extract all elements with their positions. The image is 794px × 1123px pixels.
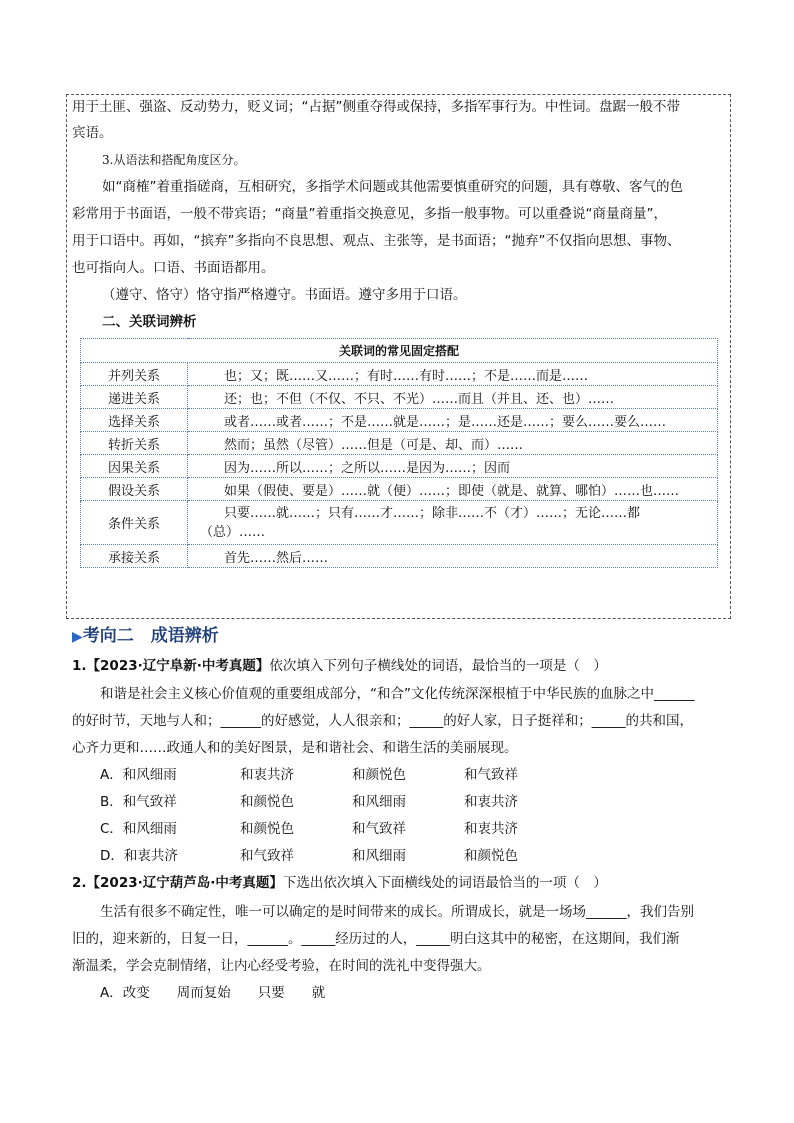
table-row (81, 363, 718, 386)
relation-type: 假设关系 (81, 478, 188, 501)
option-word: 和气致祥 (352, 821, 406, 837)
option-word: 和颜悦色 (464, 848, 518, 864)
q1-option-c[interactable] (100, 819, 560, 839)
relation-words: 或者……或者……；不是……就是……；是……还是……；要么……要么…… (188, 409, 718, 432)
option-label: D．和衷共济 (100, 848, 178, 864)
q1-passage-line-3: 心齐力更和……政通人和的美好图景，是和谐社会、和谐生活的美丽展现。 (72, 740, 518, 756)
relation-words: 如果（假使、要是）……就（便）……；即使（就是、就算、哪怕）……也…… (188, 478, 718, 501)
question-2-header (72, 873, 607, 893)
option-label: C．和风细雨 (100, 821, 177, 837)
relation-words: 然而；虽然（尽管）……但是（可是、却、而）…… (188, 432, 718, 455)
table-row (81, 545, 718, 568)
q2-passage-line-3: 渐温柔，学会克制情绪，让内心经受考验，在时间的洗礼中变得强大。 (72, 958, 491, 974)
relation-words: 还；也；不但（不仅、不只、不光）……而且（并且、还、也）…… (188, 386, 718, 409)
option-word: 和衷共济 (464, 821, 518, 837)
option-word: 和衷共济 (464, 794, 518, 810)
question-source: 【2023·辽宁阜新·中考真题】 (86, 658, 270, 674)
conjunction-table (80, 338, 718, 568)
question-number: 1. (72, 658, 87, 674)
q1-option-a[interactable] (100, 765, 560, 785)
table-row (81, 478, 718, 501)
option-word: 和颜悦色 (240, 821, 294, 837)
question-number: 2. (72, 875, 87, 891)
triangle-marker-icon: ▶ (72, 629, 83, 645)
table-row (81, 501, 718, 545)
paragraph-a-line-3: 用于口语中。再如，“摈弃”多指向不良思想、观点、主张等，是书面语；“抛弃”不仅指向思想、事物、 (72, 233, 681, 249)
q1-passage-line-2: 的好时节，天地与人和；______的好感觉，人人很亲和；_____的好人家，日子挺祥和；_____的共和国， (72, 713, 693, 729)
q2-option-a[interactable]: A．改变 周而复始 只要 就 (100, 985, 326, 1001)
paragraph-a-line-4: 也可指向人。口语、书面语都用。 (72, 260, 275, 276)
heading-conjunctions: 二、关联词辨析 (102, 314, 197, 330)
box-line-2: 宾语。 (72, 125, 113, 141)
section-heading (72, 621, 219, 646)
table-row (81, 432, 718, 455)
section-title: 考向二 成语辨析 (82, 626, 219, 646)
question-1-header (72, 656, 607, 676)
paragraph-b: （遵守、恪守）恪守指严格遵守。书面语。遵守多用于口语。 (102, 287, 467, 303)
table-title-row (81, 339, 718, 363)
relation-words: 首先……然后…… (188, 545, 718, 568)
question-source: 【2023·辽宁葫芦岛·中考真题】 (86, 875, 283, 891)
relation-type: 递进关系 (81, 386, 188, 409)
option-word: 和风细雨 (352, 848, 406, 864)
q2-passage-line-2: 旧的，迎来新的，日复一日，______。_____经历过的人，_____明白这其中的秘密，在这期间，我们渐 (72, 931, 680, 947)
paragraph-a-line-1: 如“商榷”着重指磋商，互相研究，多指学术问题或其他需要慎重研究的问题，具有尊敬、客气的色 (102, 179, 683, 195)
q1-option-b[interactable] (100, 792, 560, 812)
relation-type: 选择关系 (81, 409, 188, 432)
option-label: A．和风细雨 (100, 767, 177, 783)
question-stem: 下选出依次填入下面横线处的词语最恰当的一项（ ） (282, 875, 607, 891)
relation-words: 因为……所以……；之所以……是因为……；因而 (188, 455, 718, 478)
table-row (81, 386, 718, 409)
relation-words (188, 501, 718, 545)
option-word: 和气致祥 (240, 848, 294, 864)
relation-type: 并列关系 (81, 363, 188, 386)
relation-type: 因果关系 (81, 455, 188, 478)
option-word: 和风细雨 (352, 794, 406, 810)
table-row (81, 409, 718, 432)
table-row (81, 455, 718, 478)
question-stem: 依次填入下列句子横线处的词语，最恰当的一项是（ ） (269, 658, 607, 674)
relation-words-line-2: （总）…… (200, 524, 266, 540)
option-word: 和衷共济 (240, 767, 294, 783)
subheading-3: 3.从语法和搭配角度区分。 (102, 153, 246, 167)
relation-type: 承接关系 (81, 545, 188, 568)
table-title: 关联词的常见固定搭配 (81, 339, 718, 363)
option-word: 和颜悦色 (240, 794, 294, 810)
q1-option-d[interactable] (100, 846, 560, 866)
paragraph-a-line-2: 彩常用于书面语，一般不带宾语；“商量”着重指交换意见，多指一般事物。可以重叠说“商量商量”， (72, 206, 667, 222)
q2-passage-line-1: 生活有很多不确定性，唯一可以确定的是时间带来的成长。所谓成长，就是一场场______，我们告别 (100, 904, 694, 920)
option-word: 和颜悦色 (352, 767, 406, 783)
q1-passage-line-1: 和谐是社会主义核心价值观的重要组成部分，“和合”文化传统深深根植于中华民族的血脉之中______ (100, 686, 695, 702)
relation-words-line-1: 只要……就……；只有……才……；除非……不（才）……；无论……都 (224, 505, 641, 521)
option-label: B．和气致祥 (100, 794, 177, 810)
relation-type: 转折关系 (81, 432, 188, 455)
box-line-1: 用于土匪、强盗、反动势力，贬义词；“占据”侧重夺得或保持，多指军事行为。中性词。盘踞一般不带 (72, 99, 680, 115)
relation-words: 也；又；既……又……；有时……有时……；不是……而是…… (188, 363, 718, 386)
option-word: 和气致祥 (464, 767, 518, 783)
relation-type: 条件关系 (81, 501, 188, 545)
